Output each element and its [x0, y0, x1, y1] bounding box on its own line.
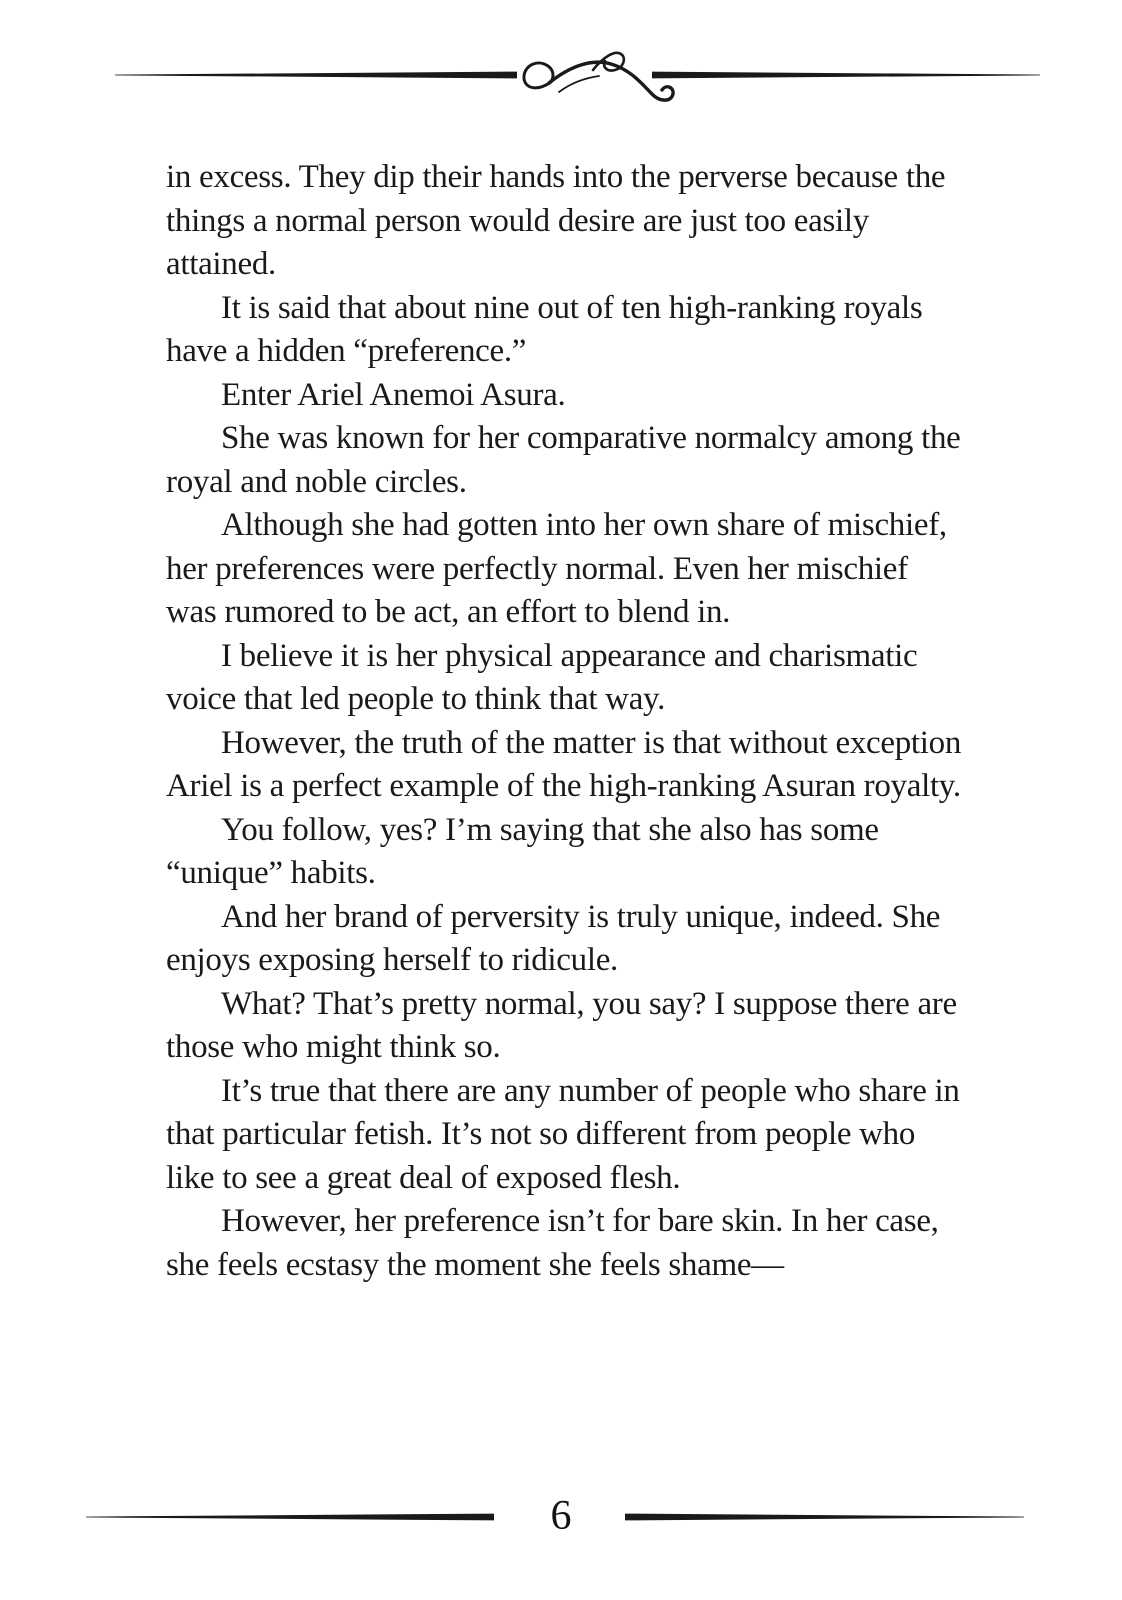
paragraph: It’s true that there are any number of people who share in that particular fetish. It’s not so different from people who like to see a great deal of exposed flesh.	[166, 1072, 960, 1196]
footer-rule-left	[86, 1513, 494, 1521]
paragraph: What? That’s pretty normal, you say? I suppose there are those who might think so.	[166, 985, 957, 1065]
footer-rule-right	[625, 1513, 1024, 1521]
paragraph: Enter Ariel Anemoi Asura.	[221, 376, 566, 413]
paragraph: And her brand of perversity is truly unique, indeed. She enjoys exposing herself to ridicule.	[166, 898, 941, 978]
header-rule-right	[652, 71, 1040, 79]
paragraph: in excess. They dip their hands into the perverse because the things a normal person would desire are just too easily attained.	[166, 159, 946, 282]
paragraph: I believe it is her physical appearance and charismatic voice that led people to think that way.	[166, 637, 918, 717]
header-rule-left	[115, 71, 517, 79]
paragraph: However, the truth of the matter is that without exception Ariel is a perfect example of the high-ranking Asuran royalty.	[166, 724, 962, 804]
paragraph: She was known for her comparative normalcy among the royal and noble circles.	[166, 420, 961, 500]
paragraph: Although she had gotten into her own share of mischief, her preferences were perfectly normal. Even her mischief was rumored to be act, an effort to blend in.	[166, 507, 947, 630]
paragraph: You follow, yes? I’m saying that she also has some “unique” habits.	[166, 811, 879, 891]
page-number: 6	[550, 1493, 572, 1539]
paragraph: However, her preference isn’t for bare skin. In her case, she feels ecstasy the moment she feels shame—	[166, 1203, 939, 1283]
paragraph: It is said that about nine out of ten high-ranking royals have a hidden “preference.”	[166, 289, 923, 369]
page-text	[166, 156, 966, 1287]
